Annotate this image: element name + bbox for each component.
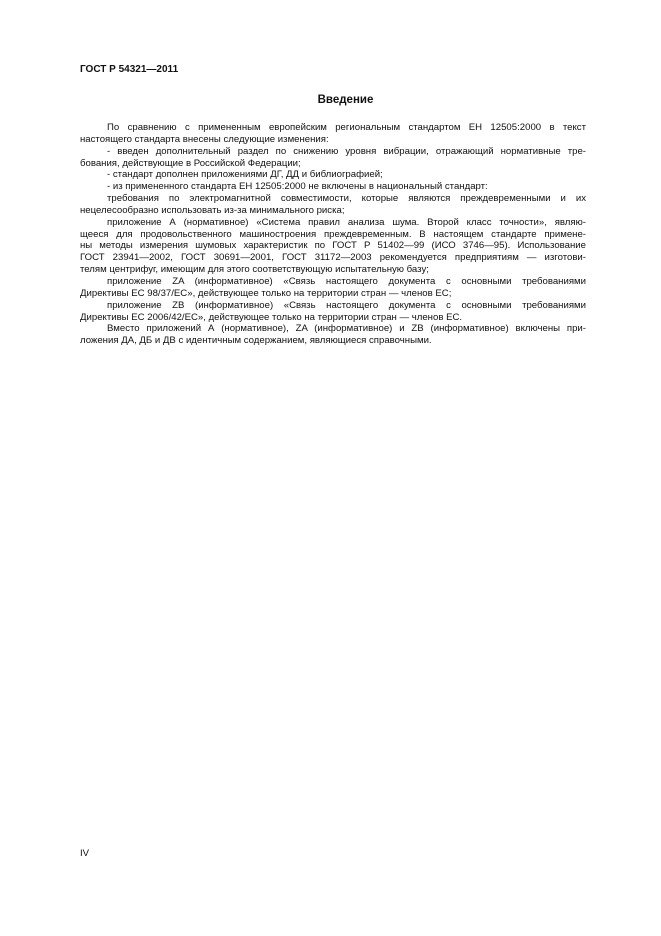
page-number: IV [80,848,90,859]
section-body [80,122,586,347]
paragraph-line: - стандарт дополнен приложениями ДГ, ДД и библиографией; [107,169,383,181]
section-title: Введение [317,94,374,106]
paragraph [80,146,586,170]
paragraph [80,169,586,181]
paragraph-line: Вместо приложений А (нормативное), ZA (информативное) и ZB (информативное) включены при- [107,323,586,335]
paragraph [80,193,586,217]
paragraph-line: нецелесообразно использовать из-за минимального риска; [80,204,345,216]
document-designation: ГОСТ Р 54321—2011 [80,64,179,75]
paragraph [80,276,586,300]
paragraph [80,323,586,347]
paragraph [80,300,586,324]
paragraph [80,217,586,276]
paragraph-line: По сравнению с примененным европейским региональным стандартом ЕН 12505:2000 в текст [107,122,586,133]
paragraph [80,181,586,193]
paragraph-line: бования, действующие в Российской Федерации; [80,157,301,169]
paragraph-line: Директивы ЕС 98/37/ЕС», действующее только на территории стран — членов ЕС; [80,287,452,299]
paragraph [80,122,586,146]
paragraph-line: ны методы измерения шумовых характеристик по ГОСТ Р 51402—99 (ИСО 3746—95). Использование [80,240,586,252]
paragraph-line: ложения ДА, ДБ и ДВ с идентичным содержанием, являющиеся справочными. [80,335,432,347]
paragraph-line: телям центрифуг, имеющим для этого соответствующую испытательную базу; [80,264,429,276]
paragraph-line: приложение ZB (информативное) «Связь настоящего документа с основными требованиями [107,299,586,311]
paragraph-line: ГОСТ 23941—2002, ГОСТ 30691—2001, ГОСТ 31172—2003 рекомендуется предприятиям — изготови- [80,252,586,264]
paragraph-line: приложение ZA (информативное) «Связь настоящего документа с основными требованиями [107,275,586,287]
paragraph-line: настоящего стандарта внесены следующие изменения: [80,133,329,145]
paragraph-line: - из примененного стандарта ЕН 12505:2000 не включены в национальный стандарт: [107,181,488,193]
paragraph-line: щееся для продовольственного машиностроения преждевременным. В настоящем стандарте примене- [80,228,586,240]
paragraph-line: приложение А (нормативное) «Система правил анализа шума. Второй класс точности», являю- [107,216,586,228]
paragraph-line: - введен дополнительный раздел по снижению уровня вибрации, отражающий нормативные тре- [107,145,586,157]
paragraph-line: Директивы ЕС 2006/42/ЕС», действующее только на территории стран — членов ЕС. [80,311,463,323]
paragraph-line: требования по электромагнитной совместимости, которые являются преждевременными и их [107,193,586,205]
